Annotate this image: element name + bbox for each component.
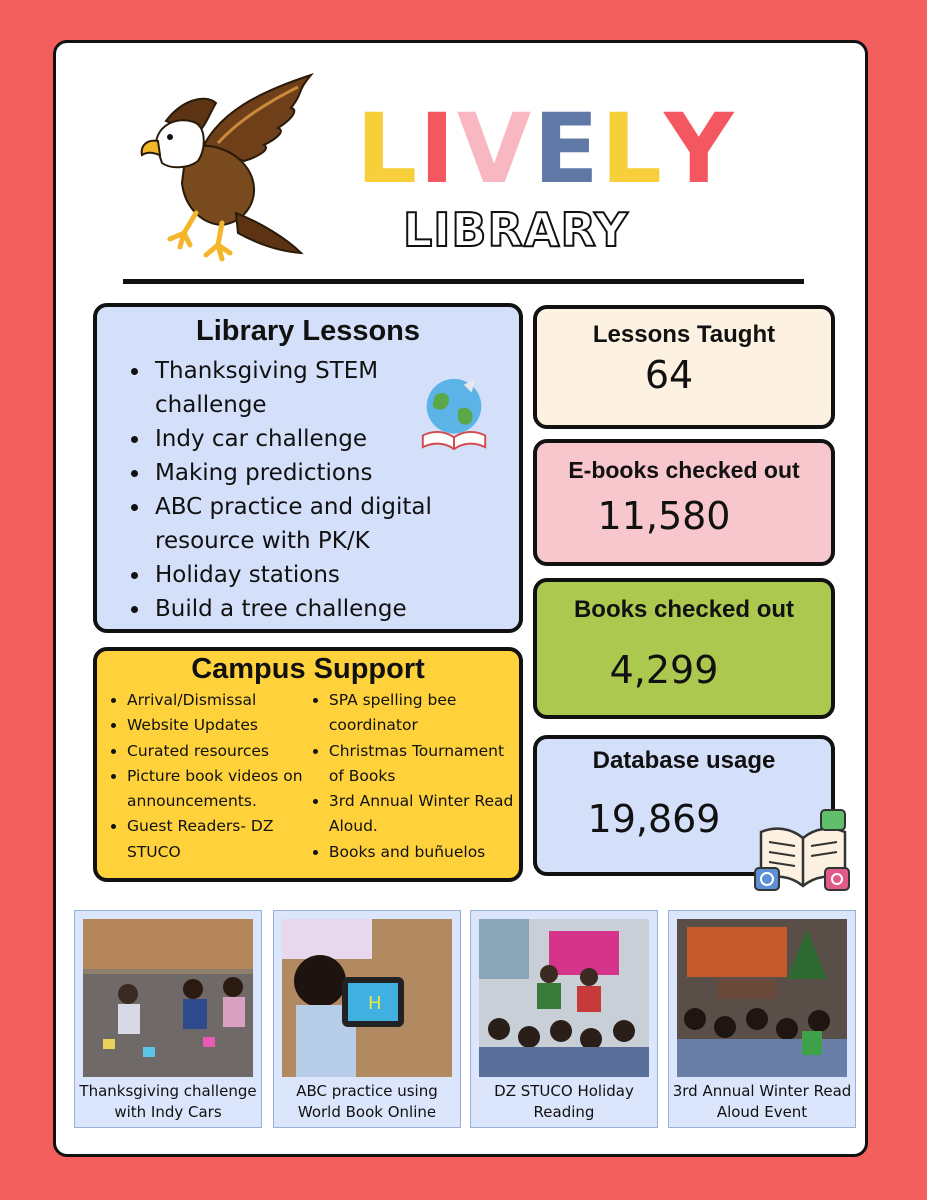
title-lively	[356, 93, 736, 205]
classroom-photo	[83, 919, 253, 1077]
stat-value: 11,580	[597, 494, 731, 538]
stat-value: 19,869	[587, 797, 721, 841]
stat-label: Lessons Taught	[592, 321, 776, 348]
photo-caption: DZ STUCO Holiday Reading	[494, 1082, 634, 1121]
library-lessons-box	[93, 303, 523, 633]
campus-item: • Picture book videos on announcements.	[127, 764, 303, 815]
globe-book-icon	[415, 375, 493, 453]
lesson-item: • Holiday stations	[151, 558, 519, 592]
stat-label: E-books checked out	[568, 457, 800, 483]
newsletter-card	[53, 40, 868, 1157]
stat-value: 64	[644, 353, 694, 397]
campus-list-left	[97, 688, 303, 865]
photo-caption: Thanksgiving challenge with Indy Cars	[79, 1082, 257, 1121]
title-letter: Y	[663, 93, 736, 205]
subtitle-library: LIBRARY	[403, 203, 629, 257]
campus-item: • Arrival/Dismissal	[127, 688, 303, 713]
stat-books	[533, 578, 835, 719]
title-letter: E	[533, 93, 601, 205]
stat-lessons-taught	[533, 305, 835, 429]
photo-caption: 3rd Annual Winter Read Aloud Event	[672, 1082, 852, 1121]
campus-item: • Curated resources	[127, 739, 303, 764]
campus-item: • Books and buñuelos	[329, 840, 519, 865]
title-letter: L	[356, 93, 420, 205]
reading-photo	[479, 919, 649, 1077]
lesson-item: • Thanksgiving STEM challenge	[151, 354, 385, 422]
eagle-mascot-icon	[126, 73, 316, 263]
campus-item: • Guest Readers- DZ STUCO	[127, 814, 303, 865]
stat-ebooks	[533, 439, 835, 566]
lessons-heading: Library Lessons	[195, 315, 421, 347]
lesson-item: • Making predictions	[151, 456, 519, 490]
stat-value: 4,299	[609, 648, 719, 692]
campus-item: • SPA spelling bee coordinator	[329, 688, 519, 739]
photo-card-winter	[668, 910, 856, 1128]
photo-card-abc	[273, 910, 461, 1128]
campus-support-box	[93, 647, 523, 882]
lesson-item: • ABC practice and digital resource with PK/K	[151, 490, 455, 558]
campus-item: • 3rd Annual Winter Read Aloud.	[329, 789, 519, 840]
title-letter: L	[600, 93, 664, 205]
campus-item: • Christmas Tournament of Books	[329, 739, 519, 790]
campus-item: • Website Updates	[127, 713, 303, 738]
stat-label: Database usage	[592, 747, 776, 774]
lesson-item: • Indy car challenge	[151, 422, 519, 456]
photo-card-stuco	[470, 910, 658, 1128]
title-letter: I	[419, 93, 457, 205]
svg-text:H: H	[368, 993, 382, 1014]
divider	[123, 279, 804, 284]
winter-read-aloud-photo	[677, 919, 847, 1077]
stat-label: Books checked out	[573, 596, 795, 623]
tablet-photo	[282, 919, 452, 1077]
title-letter: V	[456, 93, 534, 205]
open-book-icon	[753, 808, 853, 893]
photo-caption: ABC practice using World Book Online	[296, 1082, 438, 1121]
photo-card-thanksgiving	[74, 910, 262, 1128]
lesson-item: • Build a tree challenge	[151, 592, 519, 626]
campus-heading: Campus Support	[191, 653, 425, 685]
